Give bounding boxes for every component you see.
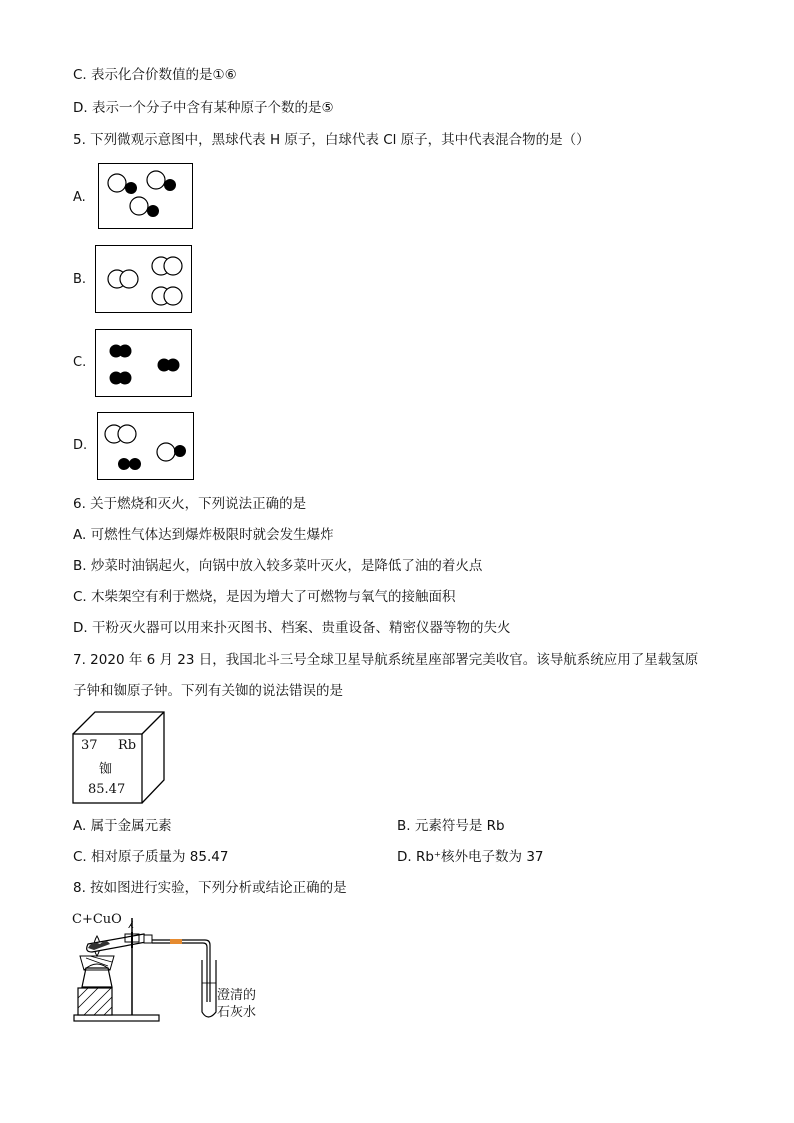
q7-stem-line1: 7. 2020 年 6 月 23 日，我国北斗三号全球卫星导航系统星座部署完美收官。该导航系统应用了星载氢原 bbox=[73, 652, 699, 668]
q5-option-d-label: D. bbox=[73, 438, 88, 453]
molecule-diagram-b bbox=[95, 245, 192, 313]
q6-option-c: C. 木柴架空有利于燃烧，是因为增大了可燃物与氧气的接触面积 bbox=[73, 589, 456, 605]
q5-diagram-a bbox=[98, 163, 193, 229]
reactant-label: C+CuO bbox=[72, 912, 122, 927]
q7-option-c: C. 相对原子质量为 85.47 bbox=[73, 849, 229, 865]
q6-option-d: D. 干粉灭火器可以用来扑灭图书、档案、贵重设备、精密仪器等物的失火 bbox=[73, 620, 511, 636]
q5-option-a-label: A. bbox=[73, 190, 86, 205]
element-atomic-number: 37 bbox=[81, 738, 98, 753]
q5-stem: 5. 下列微观示意图中，黑球代表 H 原子，白球代表 Cl 原子，其中代表混合物的是（） bbox=[73, 132, 590, 148]
element-atomic-mass: 85.47 bbox=[88, 782, 126, 797]
molecule-diagram-a bbox=[98, 163, 193, 229]
q5-diagram-d bbox=[97, 412, 194, 480]
q8-stem: 8. 按如图进行实验，下列分析或结论正确的是 bbox=[73, 880, 347, 896]
q6-stem: 6. 关于燃烧和灭火，下列说法正确的是 bbox=[73, 496, 307, 512]
element-card bbox=[72, 710, 166, 806]
q7-option-b: B. 元素符号是 Rb bbox=[397, 818, 505, 834]
q5-option-b-label: B. bbox=[73, 272, 87, 287]
q5-option-c-label: C. bbox=[73, 355, 87, 370]
element-symbol: Rb bbox=[118, 738, 137, 753]
q6-option-b: B. 炒菜时油锅起火，向锅中放入较多菜叶灭火，是降低了油的着火点 bbox=[73, 558, 483, 574]
experiment-apparatus bbox=[70, 908, 280, 1028]
q7-option-d: D. Rb⁺核外电子数为 37 bbox=[397, 849, 544, 865]
q4-option-c: C. 表示化合价数值的是①⑥ bbox=[73, 67, 237, 83]
svg-text:ⵃ: ⵃ bbox=[128, 921, 134, 931]
q7-option-a: A. 属于金属元素 bbox=[73, 818, 172, 834]
q6-option-a: A. 可燃性气体达到爆炸极限时就会发生爆炸 bbox=[73, 527, 334, 543]
molecule-diagram-c bbox=[95, 329, 192, 397]
q4-option-d: D. 表示一个分子中含有某种原子个数的是⑤ bbox=[73, 100, 334, 116]
solution-label-line2: 石灰水 bbox=[217, 1005, 257, 1020]
molecule-diagram-d bbox=[97, 412, 194, 480]
element-name: 铷 bbox=[99, 762, 113, 777]
q5-diagram-b bbox=[95, 245, 192, 313]
q7-stem-line2: 子钟和铷原子钟。下列有关铷的说法错误的是 bbox=[73, 683, 343, 699]
q5-diagram-c bbox=[95, 329, 192, 397]
solution-label-line1: 澄清的 bbox=[217, 988, 257, 1003]
